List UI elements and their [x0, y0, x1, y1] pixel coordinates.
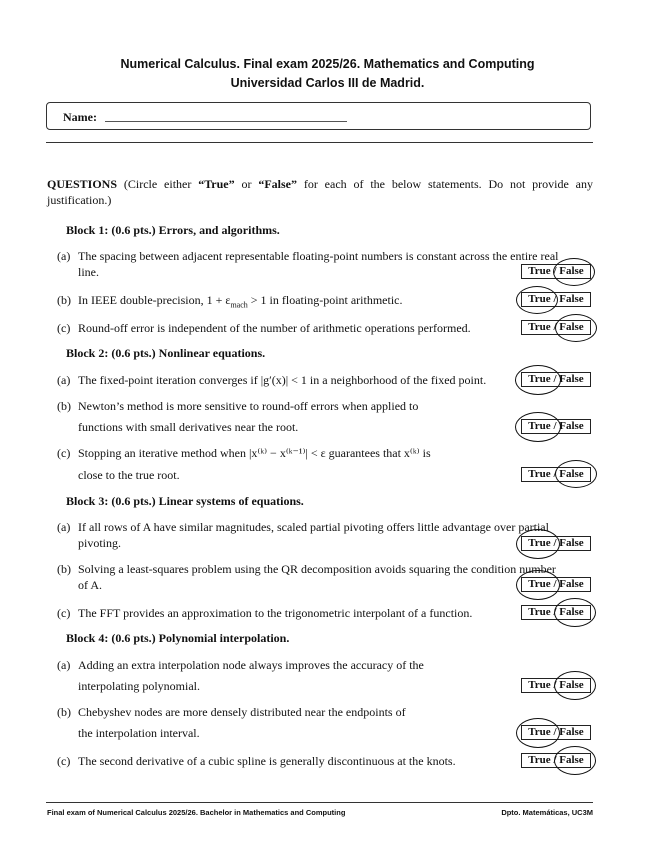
circle-mark-2c [555, 460, 597, 488]
false-option[interactable]: False [559, 679, 584, 691]
question-2a [57, 372, 487, 388]
true-option[interactable]: True [528, 726, 551, 738]
question-label: (a) [57, 249, 71, 263]
instructions-lead: QUESTIONS [47, 177, 118, 191]
instructions-text-c: for each of the below statements. Do not provide any justification.) [47, 177, 593, 207]
question-4a [57, 657, 424, 693]
exam-title [0, 55, 655, 93]
circle-mark-3a [516, 529, 560, 559]
question-label: (b) [57, 705, 71, 719]
question-1c [57, 320, 471, 336]
separator: / [550, 321, 560, 333]
separator: / [550, 754, 560, 766]
question-text-line1: Solving a least-squares problem using the QR decomposition avoids squaring the condition number [78, 562, 556, 576]
name-box [46, 102, 591, 130]
circle-mark-4b [516, 718, 560, 748]
question-label: (a) [57, 520, 71, 534]
question-text-line2: functions with small derivatives near the root. [78, 420, 299, 434]
question-label: (c) [57, 754, 71, 768]
true-option[interactable]: True [528, 754, 551, 766]
separator: / [550, 373, 560, 385]
separator: / [550, 537, 560, 549]
true-option[interactable]: True [528, 420, 551, 432]
question-text-line1: The fixed-point iteration converges if |g′(x)| < 1 in a neighborhood of the fixed point. [78, 373, 487, 387]
true-option[interactable]: True [528, 265, 551, 277]
question-text-line1: Chebyshev nodes are more densely distributed near the endpoints of [78, 705, 406, 719]
name-label: Name: [63, 110, 97, 124]
true-option[interactable]: True [528, 321, 551, 333]
instructions [47, 176, 593, 208]
block-1-title: Block 1: (0.6 pts.) Errors, and algorithms. [66, 223, 280, 237]
question-4b [57, 704, 406, 740]
question-label: (c) [57, 606, 71, 620]
instructions-true-word: “True” [198, 177, 235, 191]
question-label: (b) [57, 399, 71, 413]
true-option[interactable]: True [528, 578, 551, 590]
math-subscript: mach [230, 300, 248, 310]
separator: / [550, 578, 560, 590]
name-input-line[interactable] [105, 121, 347, 122]
false-option[interactable]: False [559, 537, 584, 549]
circle-mark-1a [550, 258, 595, 286]
false-option[interactable]: False [559, 468, 584, 480]
block-2-title: Block 2: (0.6 pts.) Nonlinear equations. [66, 346, 266, 360]
separator: / [550, 293, 560, 305]
question-label: (a) [57, 373, 71, 387]
question-text-line1: If all rows of A have similar magnitudes, scaled partial pivoting offers little advantage over partial [78, 520, 549, 534]
false-option[interactable]: False [559, 321, 584, 333]
circle-mark-3b [516, 570, 560, 600]
circle-mark-3c [554, 598, 596, 627]
question-4c [57, 753, 456, 769]
instructions-false-word: “False” [258, 177, 297, 191]
separator: / [550, 265, 560, 277]
question-label: (b) [57, 562, 71, 576]
block-3-title: Block 3: (0.6 pts.) Linear systems of equations. [66, 494, 304, 508]
question-text-line2: close to the true root. [78, 468, 180, 482]
separator: / [550, 420, 560, 432]
separator: / [550, 468, 560, 480]
separator: / [550, 726, 560, 738]
question-text-line1: The second derivative of a cubic spline is generally discontinuous at the knots. [78, 754, 456, 768]
question-3c [57, 605, 473, 621]
true-option[interactable]: True [528, 606, 551, 618]
question-text-line1: The spacing between adjacent representable floating-point numbers is constant across the entire real [78, 249, 559, 263]
separator: / [550, 679, 560, 691]
true-option[interactable]: True [528, 679, 551, 691]
question-text-line1 [78, 292, 403, 313]
header-divider [46, 142, 593, 143]
math-expression: In IEEE double-precision, 1 + ε [78, 293, 231, 307]
circle-mark-2b [515, 412, 561, 442]
false-option[interactable]: False [559, 373, 584, 385]
footer-left: Final exam of Numerical Calculus 2025/26. Bachelor in Mathematics and Computing [47, 808, 346, 817]
question-label: (b) [57, 293, 71, 307]
false-option[interactable]: False [559, 726, 584, 738]
footer-right: Dpto. Matemáticas, UC3M [501, 808, 593, 817]
separator: / [550, 606, 560, 618]
false-option[interactable]: False [559, 265, 584, 277]
true-option[interactable]: True [528, 293, 551, 305]
instructions-text-a: (Circle either [117, 177, 199, 191]
circle-mark-4c [554, 746, 596, 775]
question-text-line1: The FFT provides an approximation to the trigonometric interpolant of a function. [78, 606, 473, 620]
circle-mark-1c [555, 314, 597, 342]
question-text-line2: line. [78, 265, 99, 279]
question-text-rest: > 1 in floating-point arithmetic. [247, 293, 403, 307]
question-text-line2: the interpolation interval. [78, 726, 200, 740]
question-label: (a) [57, 658, 71, 672]
exam-title-line2: Universidad Carlos III de Madrid. [230, 76, 425, 90]
instructions-text-b: or [234, 177, 259, 191]
question-text-line1: Adding an extra interpolation node always improves the accuracy of the [78, 658, 424, 672]
question-2b [57, 398, 419, 434]
false-option[interactable]: False [559, 293, 584, 305]
false-option[interactable]: False [559, 606, 584, 618]
circle-mark-2a [515, 365, 561, 395]
true-option[interactable]: True [528, 537, 551, 549]
circle-mark-1b [516, 286, 558, 314]
question-text-line1: Newton’s method is more sensitive to round-off errors when applied to [78, 399, 419, 413]
question-text-line2: pivoting. [78, 536, 122, 550]
question-label: (c) [57, 446, 71, 460]
question-text-line1: Round-off error is independent of the number of arithmetic operations performed. [78, 321, 471, 335]
footer-divider [46, 802, 593, 803]
question-label: (c) [57, 321, 71, 335]
question-text-line2: of A. [78, 578, 102, 592]
question-text-line2: interpolating polynomial. [78, 679, 200, 693]
true-option[interactable]: True [528, 468, 551, 480]
block-4-title: Block 4: (0.6 pts.) Polynomial interpolation. [66, 631, 290, 645]
question-text-line1: Stopping an iterative method when |x⁽ᵏ⁾ − x⁽ᵏ⁻¹⁾| < ε guarantees that x⁽ᵏ⁾ is [78, 446, 431, 460]
circle-mark-4a [554, 671, 596, 700]
false-option[interactable]: False [559, 578, 584, 590]
false-option[interactable]: False [559, 420, 584, 432]
true-option[interactable]: True [528, 373, 551, 385]
false-option[interactable]: False [559, 754, 584, 766]
question-2c [57, 445, 431, 482]
exam-title-line1: Numerical Calculus. Final exam 2025/26. Mathematics and Computing [120, 57, 535, 71]
